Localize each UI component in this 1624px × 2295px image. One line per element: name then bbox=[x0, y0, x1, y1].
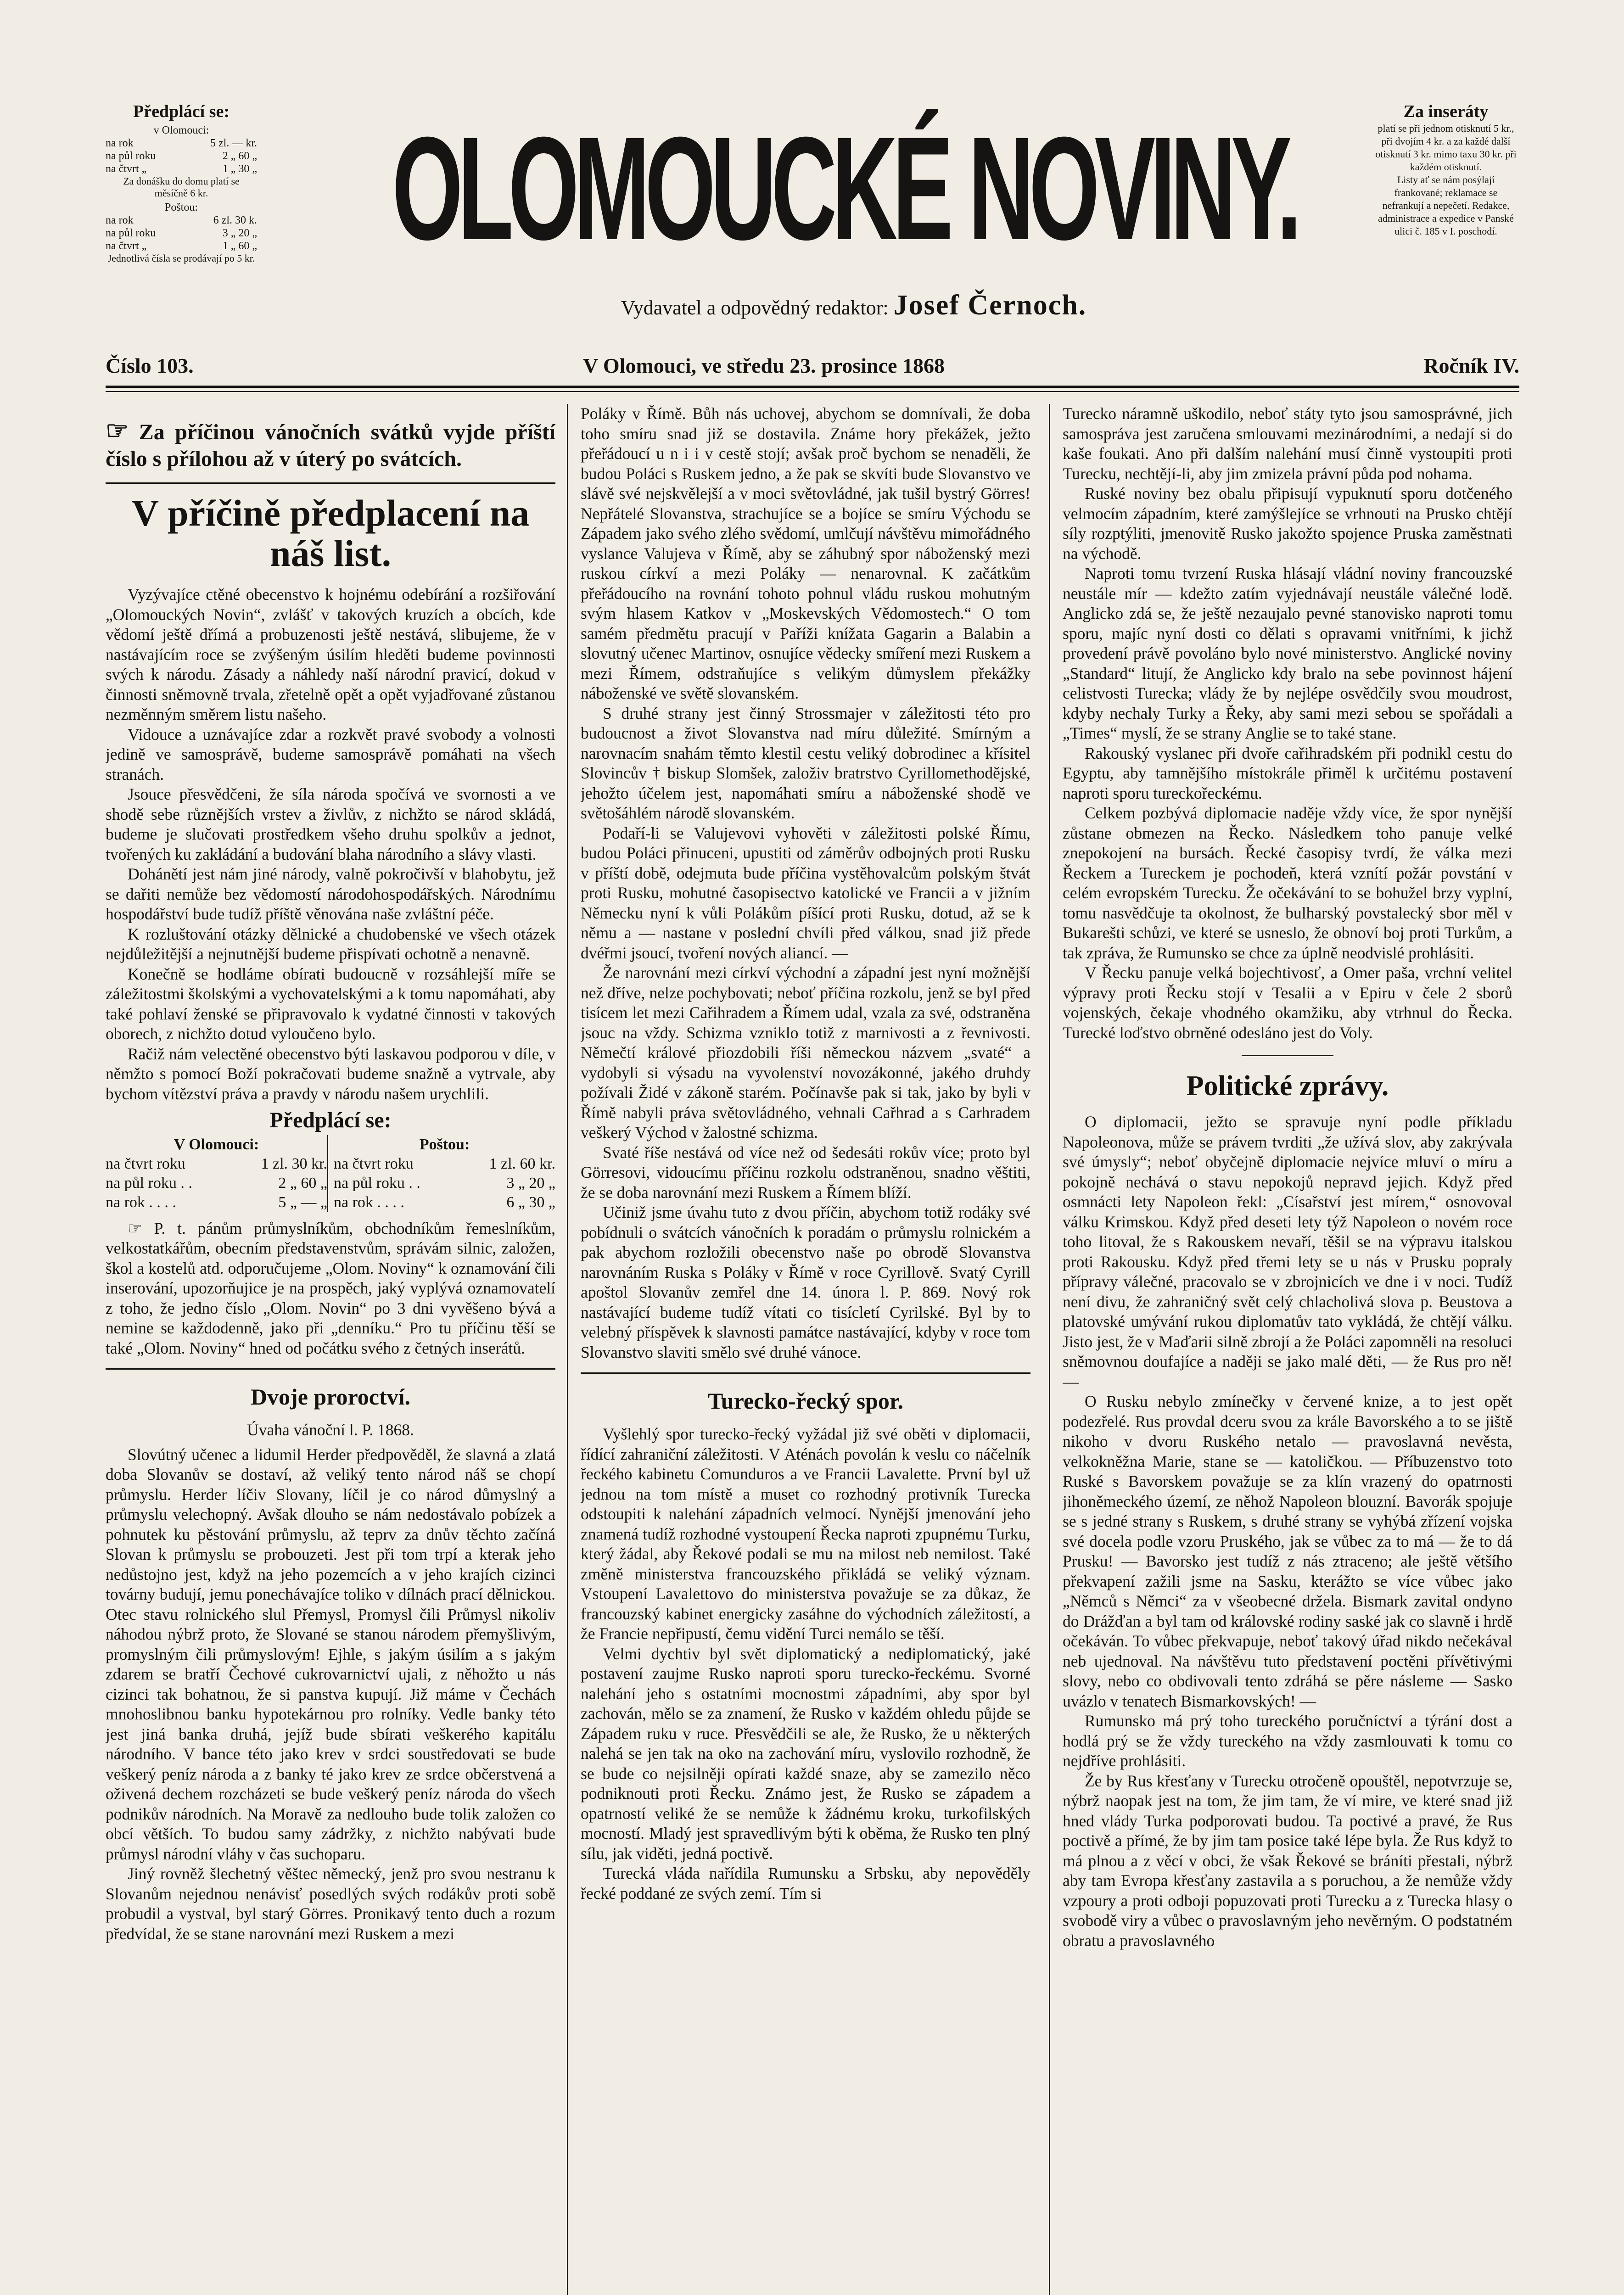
advertising-box bbox=[1372, 101, 1519, 238]
article-paragraph: O Rusku nebylo zmínečky v červené knize, a to jest opět podezřelé. Rus provdal dceru svou za krále Bavorského a to se jiště nikoho v dvoru Ruského netalo — pravoslavná nevěsta, velkokněžna Marie, stane se — katoličkou. — Příbuzenstvo toto Ruské s Bavorskem považuje se za klín vrazený do opatrnosti jihoněmeckého území, ze něhož Napoleon blouzní. Bavorák spojuje se s jedné strany s Ruskem, s druhé strany se vyhýbá zřízení vojska své docela podle vzoru Pruského, jak se vůbec za to má — že to dá Prusku! — Bavorsko jest tudíž z nás ztraceno; ale ještě většího překvapení zažili jsme na Sasku, kterážto se více vůbec jako „Němců s Němci“ za v všeobecné držela. Bismark zavital ondyno do Drážďan a byl tam od královské rodiny saské jak co slavně i hrdě očekáván. To vůbec překvapuje, neboť takový úřad nikdo nečekával neb ujednoval. Na návštěvu tuto představení poctěni přívětivými slovy, nebo co obdivovali tento zdráhá se pěre násleme — Sasko uvázlo v tenatech Bismarkovských! — bbox=[1063, 1392, 1512, 1710]
advertising-notice: ☞ P. t. pánům průmyslníkům, obchodníkům řemeslníkům, velkostatkářům, obecním představenstvům, správám silnic, založen, škol a kostelů atd. odporučujeme „Olom. Noviny“ k oznamování čili inserování, upozorňujice je na prospěch, jaký vyplývá oznamovatelí z toho, že jedno číslo „Olom. Novin“ po 3 dni vyvěšeno bývá a nemine se každodenně, jako při „denníku.“ Pro tu příčinu těší se také „Olom. Noviny“ hned od počátku svého z četných inserátů. bbox=[106, 1219, 555, 1357]
article-paragraph: Račiž nám velectěné obecenstvo býti laskavou podporou v díle, v němžto s pomocí Boží pokračovati budeme snažně a vytrvale, aby bychom vítězství práva a pravdy v národu našem urychlili. bbox=[106, 1044, 555, 1103]
article-paragraph: O diplomacii, ježto se spravuje nyní podle příkladu Napoleonova, může se právem tvrditi „že užívá slov, aby zakrývala své úmysly“; neboť obyčejně diplomacie nejvíce mluví o míru a pokojně nechává o stavu nepokojů nepravd jejich. Když před osmnácti lety Napoleon řekl: „Císařství jest mírem,“ osnovoval válku Krimskou. Když před deseti lety týž Napoleon o novém roce toho litoval, že s Rakouskem nevaří, těšil se na výpravu italskou proti Rakousku. Když před třemi lety se u nás v Prusku popraly přípravy válečné, pracovalo se v zbrojnicích ve dne i v noci. Tudíž není divu, že zahraničný svět celý chlacholivá slova p. Beustova a platovské umývání rukou diplomatův tato vykládá, že chtějí válku. Jisto jest, že v Maďarii silně zbrojí a že Poláci zapomněli na resoluci sněmovnou doufajíce a naději se jako malé děti, — že Rus pro ně! — bbox=[1063, 1113, 1512, 1391]
column-divider bbox=[1049, 404, 1050, 2295]
newspaper-page bbox=[106, 92, 1519, 2295]
advertising-rates: platí se při jednom otisknutí 5 kr., při dvojím 4 kr. a za každé další otisknutí 3 kr. mimo taxu 30 kr. při každém otisknutí. bbox=[1375, 123, 1517, 173]
article-paragraph: Že narovnání mezi církví východní a západní jest nyní možnější než dříve, nelze pochybovati; neboť příčina rozkolu, jenž se byl před tisícem let mezi Cařihradem a Římem udal, vzala za své, odstraněna jsouc na vždy. Schizma vzniklo totiž z marnivosti a z řevnivosti. Němečtí králové přiozdobili říši německou názvem „svaté“ a vydobyli si výsadu na vyvolenství novozákonné, jakého druhdy požívali Židé v zákoně starém. Počínavše pak si tak, jako by byli v Římě nabyli práva světovládného, vehnali Cařhrad a s Carhradem veškerý Východ v žalostné schizma. bbox=[581, 963, 1030, 1142]
price-row: na rok . . . . 6 „ 30 „ bbox=[334, 1193, 555, 1211]
volume-number: Ročník IV. bbox=[1423, 354, 1519, 377]
price-row: na čtvrt „ 1 „ 60 „ bbox=[106, 240, 257, 252]
price-row: na rok 5 zl. — kr. bbox=[106, 137, 257, 149]
subscription-heading: Předplácí se: bbox=[133, 102, 230, 121]
article-paragraph: V Řecku panuje velká bojechtivosť, a Omer paša, vrchní velitel výpravy proti Řecku stojí v Tesalii a v Epiru v čele 2 sborů vojenských, čekaje vhodného okamžiku, aby vtrhnul do Řecka. Turecké loďstvo obrněné odesláno jest do Voly. bbox=[1063, 963, 1512, 1042]
prophecies-title: Dvoje proroctví. bbox=[250, 1384, 411, 1410]
article-paragraph: Učiniž jsme úvahu tuto z dvou příčin, abychom totiž rodáky své pobídnuli o svátcích vánočních k poradám o průmyslu rolnickém a pak abychom rozložili obecenstvo naše po obrodě Slovanstva narovnáním Ruska s Poláky v Římě v roce Cyrillově. Svatý Cyrill apoštol Slovanův zemřel dne 14. února l. P. 869. Nový rok nastávající budeme tudíž vítati co tisícletí Cyrilské. Byl by to velebný příspěvek k slavnosti památce nastávající, kdyby v roce tom Slovanstvo slaviti smělo své druhé vánoce. bbox=[581, 1203, 1030, 1361]
article-paragraph: Turecko náramně uškodilo, neboť státy tyto jsou samosprávné, jich samospráva jest zaručena smlouvami mezinárodními, a nedají si do kaše foukati. Ano při dalším nalehání musí činně vystoupiti proti Turecku, nechtějí-li, aby jim zmizela právní půda pod nohama. bbox=[1063, 404, 1512, 483]
article-paragraph: Poláky v Římě. Bůh nás uchovej, abychom se domnívali, že doba toho smíru snad již se dostavila. Známe hory překážek, ježto přeřádoucí u n i i v cestě stojí; avšak proč bychom se nenaděli, že budou Poláci s Ruskem jedno, a že pak se skvíti bude Slovanstvo ve slávě své nejskvělejší a v moci světovládné, jak tušil bystrý Görres! Nepřátelé Slovanstva, strachujíce se a bojíce se smíru Východu se Západem jako svého zlého svědomí, umlčují návštěvu mimořádného vyslance Valujeva v Římě, aby se záhubný spor náboženský mezi ruskou církví a mezi Poláky — nenarovnal. K začátkům přeřádoucího na rovnání tohoto pohnul vládu ruskou mohutným svým hlasem Katkov v „Moskevských Vědomostech.“ O tom samém předmětu pracují v Paříži knížata Gagarin a Balabin a slovutný učenec Martinov, osnujíce vědecky smíření mezi Ruskem a mezi Římem, odstraňujíce s velikým důmyslem překážky náboženské ve světě slovanském. bbox=[581, 404, 1030, 702]
publisher-line bbox=[510, 289, 1198, 322]
price-row: na čtvrt „ 1 „ 30 „ bbox=[106, 163, 257, 175]
price-row: na čtvrt roku 1 zl. 60 kr. bbox=[334, 1155, 555, 1172]
pointing-hand-icon: ☞ bbox=[106, 417, 129, 445]
advertising-heading: Za inseráty bbox=[1403, 102, 1489, 121]
article-paragraph: Vidouce a uznávajíce zdar a rozkvět pravé svobody a volnosti jedině ve samosprávě, budeme samosprávě pomáhati na všech stranách. bbox=[106, 725, 555, 784]
issue-number: Číslo 103. bbox=[106, 354, 194, 377]
masthead-rule-thin bbox=[106, 391, 1519, 392]
price-row: na půl roku . . 2 „ 60 „ bbox=[106, 1174, 327, 1192]
article-paragraph: Celkem pozbývá diplomacie naděje vždy více, že spor nynější zůstane obmezen na Řecko. Následkem toho panuje velké znepokojení na bursách. Řecké časopisy tvrdí, že válka mezi Řeckem a Tureckem je pochodeň, která vznítí požár povstání v celém evropském Turecku. Že očekávání to se bohužel brzy vyplní, tomu nasvědčuje ta okolnost, že bulharský povstalecký sbor měl v Bukarešti schůzi, ve které se usneslo, že obnoví boj proti Turkům, a tak zpráva, že Rumunsko se chce za úplně neodvislé prohlásiti. bbox=[1063, 804, 1512, 962]
article-paragraph: Svaté říše nestává od více než od šedesáti rokův více; proto byl Görresovi, vidoucímu příčinu rozkolu odstraněnou, snadno věštiti, že se doba narovnání mezi Ruskem a Římem blíží. bbox=[581, 1143, 1030, 1202]
article-paragraph: K rozluštování otázky dělnické a chudobenské ve všech otázek nejdůležitější a nejnutnější budeme přispívati ochotně a nenavně. bbox=[106, 924, 555, 963]
divider bbox=[106, 1368, 555, 1370]
article-paragraph: S druhé strany jest činný Strossmajer v záležitosti této pro budoucnost a život Slovanstva nad míru důležité. Smírným a narovnacím snahám těmto klestil cestu veliký dobrodinec a křísitel Slovincův † biskup Slomšek, založiv bratrstvo Cyrillomethodějské, jehožto účelem jest, napomáhati smíru a náboženské shodě ve světošáhlém národě slovanském. bbox=[581, 704, 1030, 822]
column-3 bbox=[1063, 404, 1512, 2295]
political-news-title: Politické zprávy. bbox=[1186, 1070, 1389, 1102]
article-paragraph: Jiný rovněž šlechetný věštec německý, jenž pro svou nestranu k Slovanům nejednou nenávisť posedlých svých rodákův proti sobě probudil a vystval, byl starý Görres. Pronikavý tento duch a rozum předvídal, že se stane narovnání mezi Ruskem a mezi bbox=[106, 1864, 555, 1943]
price-row: na půl roku 3 „ 20 „ bbox=[106, 227, 257, 239]
article-paragraph: Slovútný učenec a lidumil Herder předpověděl, že slavná a zlatá doba Slovanův se dostaví, až veliký tento národ náš se chopí průmyslu. Herder líčiv Slovany, líčil je co národ důmyslný a průmyslu velechopný. Avšak dlouho se nám nedostávalo pobízek a pohnutek ku pěstování průmyslu, až teprv za dnův těchto začíná Slovan k průmyslu se probouzeti. Jest při tom trpí a kterak jeho nedůstojno jest, když na jeho pozemcích a v jeho krajích cizinci továrny budují, jemu ponechávajíce toliko v dílnách prací dělnickou. Otec stavu rolnického slul Přemysl, Promysl čili Průmysl nikoliv náhodou nýbrž proto, že Slované se stanou národem přemyšlivým, promyslným čili průmyslovým! Ejhle, s jakým úsilím a s jakým zdarem se bratří Čechové cukrovarnictví ujali, z něhožto u nás cizinci tak bohatnou, že si panstva kupují. Již máme v Čechách mnohoslibnou banku hypotekárnou pro rolníky. Vedle banky této jest jiná banka druhá, jejíž bude sbírati veškerého kapitálu národního. V bance této jako krev v srdci soustředovati se bude veškerý peníz národa a z banky té jako krev ze srdce občerstvená a oživená dechem rozcházeti se bude veškerý peníz národa do všech podnikův národních. Na Moravě za nedlouho bude tolik založen co obcí větších. To budou samy zádržky, z nichžto nabývati bude průmysl národní vláhy v čas suchoparu. bbox=[106, 1445, 555, 1863]
price-row: na čtvrt roku 1 zl. 30 kr. bbox=[106, 1155, 327, 1172]
publisher-name: Josef Černoch. bbox=[893, 290, 1087, 321]
turkish-greek-dispute-title: Turecko-řecký spor. bbox=[708, 1388, 903, 1414]
olomouc-prices: V Olomouci: na čtvrt roku 1 zl. 30 kr. na půl roku . . 2 „ 60 „ na rok . . . . 5 „ — „ bbox=[106, 1135, 327, 1212]
article-paragraph: Vyzývajíce ctěné obecenstvo k hojnému odebírání a rozšiřování „Olomouckých Novin“, zvlášť v takových kruzích a obcích, kde vědomí ještě dřímá a probuzenosti ještě nestává, slibujeme, že v nastávajícím roce se zvýšeným úsilím hleděti budeme povinnosti svých k národu. Zásady a náhledy naší národní pravicí, dokud v činnosti sněmovně trvala, zřetelně opět a opět vyjadřované zůstanou nezměnným směrem listu našeho. bbox=[106, 585, 555, 723]
article-paragraph: Velmi dychtiv byl svět diplomatický a nediplomatický, jaké postavení zaujme Rusko naproti sporu turecko-řeckému. Svorné nalehání jeho s ostatními mocnostmi západními, aby spor byl zachován, mělo se za znamení, že Rusko v každém ohledu půjde se Západem ruku v ruce. Přesvědčili se ale, že Rusko, že u některých nalehá se jen tak na oko na zachování míru, vyslovilo rozhodně, že se bude co nejsilněji opírati každé snaze, aby se zamezilo něco podniknouti proti Řecku. Známo jest, že Rusko se západem a opatrností veliké že se nemůže k žádnému kroku, turkofilských mocností. Mladý jest spravedlivým býti k oběma, že Rusko ten plný sílu, jak viděti, jedná poctivě. bbox=[581, 1644, 1030, 1863]
column-divider bbox=[567, 404, 568, 2295]
masthead-title-area bbox=[298, 92, 1331, 285]
article-paragraph: Podaří-li se Valujevovi vyhověti v záležitosti polské Římu, budou Poláci přinuceni, upustiti od záměrův odbojných proti Rusku v příští době, odejmuta bude příčina vystěhovalcům polským štvát proti Rusku, mohutné časopisectvo katolické ve Francii a v jižním Německu nyní k vůli Polákům píšící proti Rusku, dotud, až se k němu a — nastane v poslední chvíli před válkou, snad již přede dvéřmi jsoucí, tvoření nových aliancí. — bbox=[581, 823, 1030, 962]
post-prices: Poštou: na čtvrt roku 1 zl. 60 kr. na půl roku . . 3 „ 20 „ na rok . . . . 6 „ 30 „ bbox=[327, 1135, 555, 1212]
publisher-label: Vydavatel a odpovědný redaktor: bbox=[621, 297, 889, 319]
pointing-hand-icon: ☞ bbox=[128, 1219, 142, 1237]
article-paragraph: Rakouský vyslanec při dvoře cařihradském při podnikl cestu do Egyptu, aby tamnějšího místokrále přiměl k určitému postavení naproti sporu tureckořeckému. bbox=[1063, 744, 1512, 802]
divider bbox=[1242, 1055, 1333, 1056]
subscription-prices-table bbox=[106, 1135, 555, 1212]
holiday-notice: ☞ Za příčinou vánočních svátků vyjde příští číslo s přílohou až v úterý po svátcích. bbox=[106, 417, 555, 471]
article-paragraph: Vyšlehlý spor turecko-řecký vyžádal již své oběti v diplomacii, řídící zahraniční záležitosti. V Aténách povolán k veslu co náčelník řeckého kabinetu Comunduros a ve Francii Lavalette. První byl už jednou na tom místě a muset co rozhodný protivník Turecka odstoupiti k nalehání západních velmocí. Nynější jmenování jeho znamená tudíž rozhodné vystoupení Řecka naproti zpupnému Turku, který žádal, aby Řekové podali se mu na milost neb nemilost. Také změně ministerstva francouzského přikládá se veliký význam. Vstoupení Lavalettovo do ministerstva považuje se za důkaz, že francouzský kabinet energicky zasáhne do východních záležitostí, a že Francie nepřipustí, čemu vidění Turci nemálo se těší. bbox=[581, 1425, 1030, 1643]
divider bbox=[581, 1372, 1030, 1374]
olomouc-label: v Olomouci: bbox=[153, 124, 209, 136]
price-row: na půl roku . . 3 „ 20 „ bbox=[334, 1174, 555, 1192]
article-paragraph: Rumunsko má prý toho tureckého poručníctví a týrání dost a hodlá prý se že vždy tureckého na vždy zasmlouvati k tomu co nejdříve prohlásiti. bbox=[1063, 1712, 1512, 1770]
editorial-address: Listy ať se nám posýlají frankované; reklamace se nefrankují a nepečetí. Redakce, administrace a expedice v Panské ulici č. 185 v I. poschodí. bbox=[1378, 174, 1514, 237]
price-row: na rok 6 zl. 30 k. bbox=[106, 214, 257, 226]
article-paragraph: Konečně se hodláme obírati budoucně v rozsáhlejší míře se záležitostmi školskými a vychovatelskými a k tomu napomáhati, aby také pohlaví ženské se připravovalo k vydatné činnosti v takových oborech, z nichžto dotud vyloučeno bylo. bbox=[106, 964, 555, 1043]
price-row: na půl roku 2 „ 60 „ bbox=[106, 150, 257, 162]
article-paragraph: Naproti tomu tvrzení Ruska hlásají vládní noviny francouzské neustále mír — kdežto zatím vyjednávají neustále válečné lodě. Anglicko zdá se, že ještě nezaujalo pevné stanovisko naproti tomu sporu, majíc nyní dosti co dělati s opravami vnitřními, k jichž provedení právě povoláno bylo nové ministerstvo. Anglické noviny „Standard“ litují, že Anglicko kdy bralo na sebe povinnost hájení celistvosti Turecka; vlády že by nejlépe osvědčily svou moudrost, kdyby nechaly Turky a Řeky, aby sami mezi sebou se spořádali a „Times“ myslí, že se strany Anglie se to také stane. bbox=[1063, 564, 1512, 742]
prophecies-subtitle: Úvaha vánoční l. P. 1868. bbox=[247, 1421, 414, 1439]
column-1 bbox=[106, 404, 555, 2295]
column-2 bbox=[581, 404, 1030, 2295]
article-paragraph: Jsouce přesvědčeni, že síla národa spočívá ve svornosti a ve shodě sebe různějších vrstev a živlův, z nichžto se národ skládá, budeme je slučovati prostředkem všeho druhu spolkův a jednot, tvořených ku zakládání a budování blaha národního a slávy vlasti. bbox=[106, 785, 555, 863]
article-paragraph: Turecká vláda nařídila Rumunsku a Srbsku, aby nepověděly řecké poddané ze svých zemí. Tím si bbox=[581, 1864, 1030, 1903]
article-paragraph: Že by Rus křesťany v Turecku otročeně opouštěl, nepotvrzuje se, nýbrž naopak jest na tom, že jim tam, že ví mire, ve které snad již hned vlády Turka podporovati budou. Ta poctivé a pravé, že Rus poctivě a přímé, že by jim tam posice také lépe byla. Že Rus když to má plnou a z věcí v obci, že však Řekové se bráníti přestali, nýbrž aby tam Evropa křesťany zastavila a s poruchou, a že nemůže vždy vzpoury a proti odboji popuzovati proti Turecku a z Turecka hlasy o svobodě viry a vůbec o pravoslavným jeho nevěrným. O podstatném obratu a pravoslavného bbox=[1063, 1771, 1512, 1950]
article-paragraph: Ruské noviny bez obalu připisují vypuknutí sporu dotčeného velmocím západním, které zamýšlejíce se vrhnouti na Prusko chtějí síly rozptýliti, jmenovitě Rusko jakožto spojence Pruska zaměstnati na východě. bbox=[1063, 484, 1512, 563]
newspaper-title: OLOMOUCKÉ NOVINY. bbox=[392, 106, 1297, 270]
price-row: na rok . . . . 5 „ — „ bbox=[106, 1193, 327, 1211]
single-copy-note: Jednotlivá čísla se prodávají po 5 kr. bbox=[107, 252, 255, 264]
dateline bbox=[106, 353, 1519, 390]
article-paragraph: Dohánětí jest nám jiné národy, valně pokročivší v blahobytu, jež se dařiti nemůže bez vědomostí národohospodářských. Národnímu hospodářství bude tudíž příště věnována naše zvláštní péče. bbox=[106, 865, 555, 923]
subscription-prices-title: Předplácí se: bbox=[269, 1108, 392, 1132]
subscription-headline: V příčině předplacení na náš list. bbox=[131, 492, 530, 574]
subscription-box bbox=[106, 101, 257, 264]
issue-date: V Olomouci, ve středu 23. prosince 1868 bbox=[583, 354, 945, 377]
divider bbox=[106, 482, 555, 484]
masthead-rule bbox=[106, 386, 1519, 388]
post-label: Poštou: bbox=[164, 202, 198, 213]
delivery-note: Za donášku do domu platí se měsíčně 6 kr. bbox=[123, 175, 240, 199]
